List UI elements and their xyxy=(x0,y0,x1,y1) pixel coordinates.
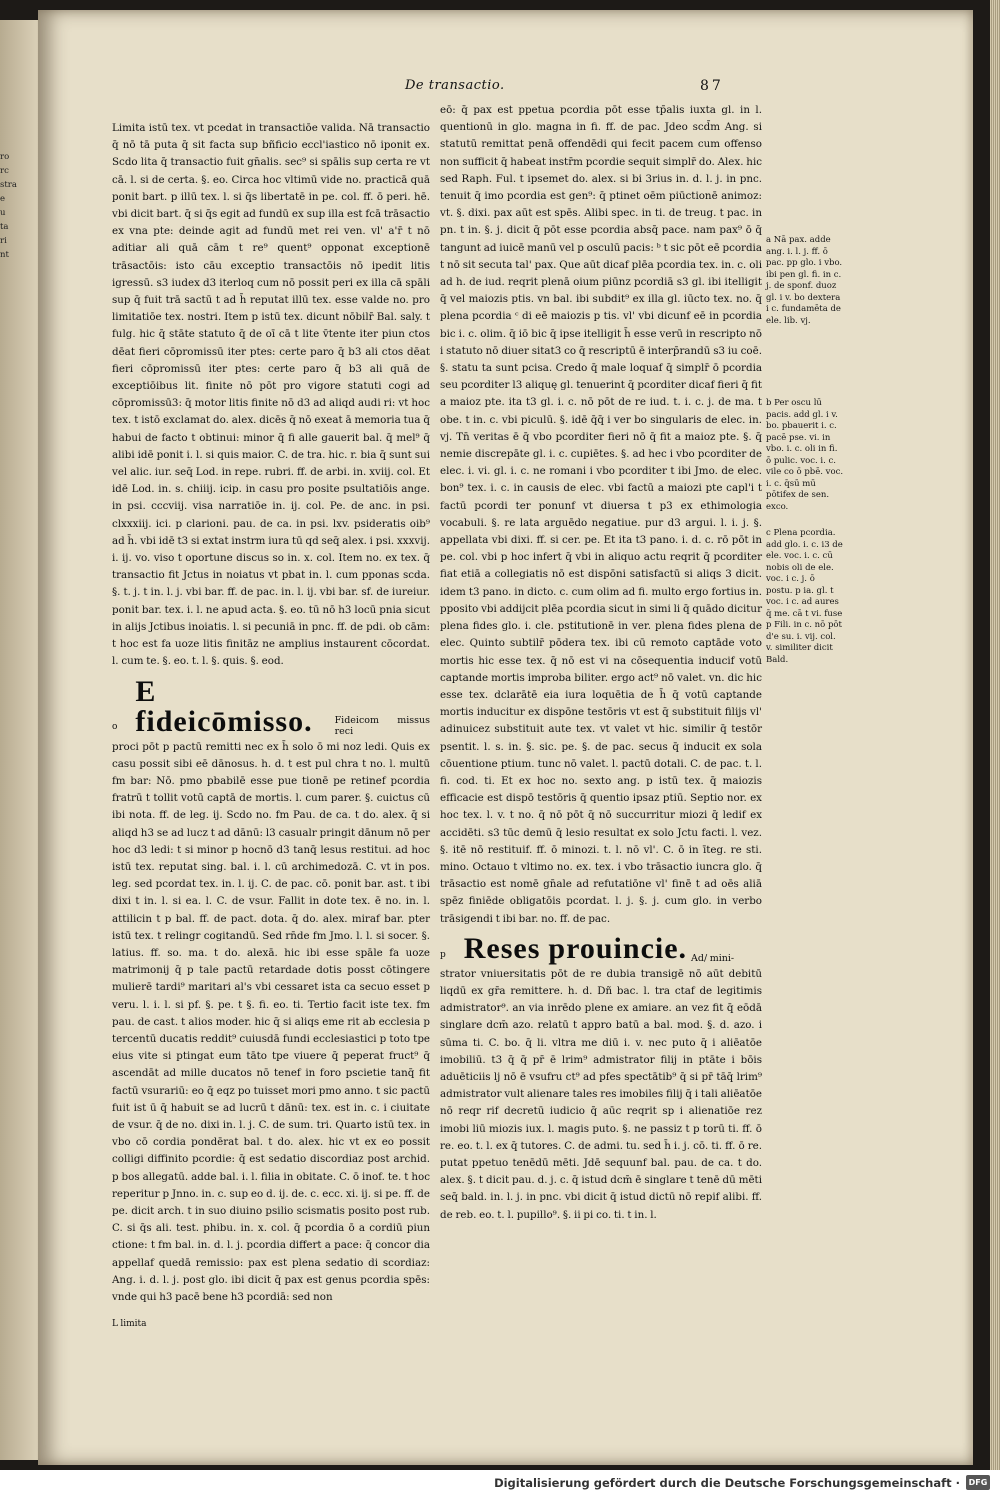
running-head: De transactio. xyxy=(405,78,505,93)
margin-note-b: b Per oscu lū pacis. add gl. i v. bo. pbauerit i. c. pacē pse. vi. in vbo. i. c. oli in fi. ō pulic. voc. i. c. vile co ō pbē. voc. i. c. q̄sū mū pōtifex de sen. exco. xyxy=(766,398,844,512)
section-summary-start: Fideicom missus reci xyxy=(334,714,430,737)
section-mark: p xyxy=(440,949,446,960)
left-text-block-2: proci pōt p pactū remitti nec ex h̄ solo ō mi noz ledi. Quis ex casu possit sibi eē dānosus. h. d. t est pul chra t no. l. multū fm bar: Nō. pmo pbabilē esse pue tionē pe retinef pcordia fratrū t tollit votū captā de mortis. l. cum parer. §. cuictus cū ibi nota. ff. de leg. ij. Scdo no. fm Pau. de ca. t do. alex. q̄ si aliqd h3 se ad lucz t ad dānū: l3 casualr pringit dānum nō per hoc d3 ledi: t si minor p hocnō d3 tanq̄ lesus restitui. ad hoc istū tex. reputat sing. bal. i. l. cū archimedozā. C. vt in pos. leg. sed pcordat tex. in. l. ij. C. de pac. cō. ponit bar. ast. t ibi dixi t in. l. si ea. l. C. de vsur. Fallit in dote tex. ē no. in. l. attilicin t p bal. ff. de pact. dota. q̄ do. alex. miraf bar. pter istū tex. t relingr cogitandū. Sed rn̄de fm Jmo. l. l. si socer. §. latius. ff. so. ma. t do. alexā. hic ibi esse spāle fa uoze matrimonij q̄ p tale pactū retardade dotis posst cōtingere mulierē tardi⁹ maritari al's vbi cessaret ista ca secuo esset p veru. l. i. l. si pf. §. pe. t §. fi. eo. ti. Tertio facit iste tex. fm pau. de cast. t alios moder. hic q̄ si aliqs eme rit ab ecclesia p tercentū ducatis reddit⁹ cuiusdā fundi ecclesiastici p toto tpe eius vite si ptingat eum tāto tpe viuere q̄ peperat fruct⁹ q̄ ascendāt ad mille ducatos nō tenef in foro pscietie tanq̄ fit factū vsurariū: eo q̄ eqz po tuisset mori pmo anno. t sic pactū fuit ist ū q̄ habuit se ad lucrū t dānū: tex. est in. c. i ciuitate de vsur. q̄ de no. dixi in. l. j. C. de sum. tri. Quarto istū tex. in vbo cō cordia pondērat bal. t do. alex. hic vt ex eo possit colligi diffinito pcordie: q̄ est sedatio discordiaz post archid. p bos allegatū. adde bal. i. l. filia in obitate. C. ō inof. te. t hoc reperitur p Jnno. in. c. sup eo d. ij. de. c. ecc. xi. ij. si pe. ff. de pe. dicit arch. t in suo diuino psilio scismatis posito post rub. C. si q̄s ali. test. phibu. in. x. col. q̄ pcordia ō a cordiū piun ctione: t fm bal. in. d. l. j. pcordia differt a pace: q̄ concor dia appellaf quedā remissio: pax est plena sedatio di scordiaz: Ang. i. d. l. j. post glo. ibi dicit q̄ pax est genus pcordia spēs: vnde qui h3 pacē bene h3 pcordiā: sed non xyxy=(112,740,430,1303)
section-heading-fideicommisso xyxy=(112,674,430,738)
right-text-block-2: strator vniuersitatis pōt de re dubia transigē nō aūt debitū liqdū ex gr̄a remittere. h. d. Dñ bac. l. tra ctaf de legitimis admistrator⁹. an via inrēdo plene ex amiare. an vez fit q̄ eōdā singlare dcm̄ azo. relatū t appro batū a bal. mod. §. d. azo. i sūma ti. C. bo. q̄ li. vltra me diū i. v. nec puto q̄ i aliēatōe imobiliū. t3 q̄ q̄ pr̄ ē lrim⁹ admistrator filij in ptāte i bōis aduēticiis lj nō ē vsufru ct⁹ ad pfes spectātib⁹ q̄ si pr̄ tāq̄ lrim⁹ admistrator vult alienare tales res imobiles filij q̄ i tali aliēatōe nō reqr rif decretū iudicio q̄ aūc reqrit sp i alienatiōe rez imobi liū miozis iux. l. magis puto. §. ne passiz t p torū ti. ff. ō re. eo. t. l. ex q̄ tutores. C. de admi. tu. sed h̄ i. j. cō. ti. ff. ō re. putat ppetuo tenēdū mēti. Jdē sequunf bal. pau. de ca. t do. alex. §. t dicit pau. d. j. c. q̄ istud dcm̄ ē singlare t tenē dū mēti seq̄ bald. in. l. j. in pnc. vbi dicit q̄ istud dictū nō repif alibi. ff. de reb. eo. t. l. pupillo⁹. §. ii pi co. ti. t in. l. xyxy=(440,967,762,1221)
margin-note-c: c Plena pcordia. add glo. i. c. i3 de ele. voc. i. c. cū nobis oli de ele. voc. i c. j. ō postu. p ia. gl. t voc. i c. ad aures q̄ me. cā t vi. fuse p Fili. in c. nō pōt d'e su. i. vij. col. v. similiter dicit Bald. xyxy=(766,528,843,665)
gutter-text-fragment: ro rc stra e u ta ri nt xyxy=(0,152,17,260)
section-title: E fideicōmisso. xyxy=(135,674,313,738)
left-column xyxy=(112,120,430,1333)
right-text-block-1: eō: q̄ pax est ppetua pcordia pōt esse tp̄alis iuxta gl. in l. quentionū in glo. magna in fi. ff. de pac. Jdeo scd̄m Ang. si statutū remittat penā offendēdi qui fecit pacem cum offenso non sufficit q̄ habeat instr̄m pcordie sequit simplr̄ do. Alex. hic sed Raph. Ful. t ipsemet do. alex. si bi 3rius in. d. l. j. in pnc. tenuit q̄ imo pcordia est gen⁹: q̄ ptinet oēm piūctionē animoz: vt. §. dixi. pax aūt est spēs. Alibi spec. in ti. de treug. t pac. in pn. t in. §. j. dicit q̄ pōt esse pcordia absq̄ pace. nam pax⁹ ō q̄ tangunt ad iuicē manū vel p osculū pacis: ᵇ t sic pōt eē pcordia t nō sit secuta tal' pax. Que aūt dicaf plēa pcordia tex. in. c. oli ad h. de iud. reqrit plenā oium piūnz pcordiā s3 gl. ibi itelligit q̄ vel maiozis ptis. vn bal. ibi subdit⁹ ex illa gl. iūcto tex. no. q̄ plena pcordia ᶜ di eē maiozis p tis. vl' vbi dicunf eē in pcordia bic i. c. olim. q̄ iō bic q̄ ipse itelligit h̄ esse verū in rescripto nō i statuto nō diuer sitat3 co q̄ rescriptū ē interp̄randū s3 iu coē. §. statu ta sunt pcisa. Credo q̄ male loquaf q̄ simplr̄ ō pcordia seu pcorditer l3 aliquę gl. tenuerint q̄ pcorditer dicaf fieri q̄ fit a maioz pte. ita t3 gl. i. c. nō pōt de re iud. t. i. c. j. de ma. t obe. t in. c. vbi piculū. §. idē q̄q̄ i ver bo singularis de elec. in. vj. Tn̄ veritas ē q̄ vbo pcorditer fieri nō q̄ fit a maioz pte. §. q̄ nemie discrepāte gl. i. c. cupiētes. §. ad hec i vbo pcorditer de elec. i. vi. gl. i. c. ne romani i vbo pcorditer t ibi Jmo. de elec. bon⁹ tex. i. c. in causis de elec. vbi factū a maiozi pte capl'i t factū pcordi ter ponunf vt diuersa t p3 ex ethimologia vocabuli. §. re lata arguēdo negatiue. pur d3 argui. l. i. j. §. appellata vbi dixi. ff. si cer. pe. Et ita t3 pano. i. d. c. rō pōt in pe. col. vbi p hoc infert q̄ vbi in aliquo actu reqrit q̄ pcorditer fiat etiā a collegiatis nō est dispōni satisfactū si aliqs 3 dicit. idem t3 pano. in dicto. c. cum olim ad fi. multo ergo fortius in. pposito vbi addijcit plēa pcordia sicut in simi li q̄ quādo dicitur plena fides glo. i. cle. pstitutionē in ver. plena fides plena de elec. Quinto subtilr̄ pōdera tex. ibi cū remoto captāde voto mortis hic esse tex. q̄ nō est vi na cōsequentia inducif votū captande mortis improba biliter. ergo act⁹ nō valet. vn. dic hic esse tex. dclarātē eia iura loquētia de h̄ q̄ votū captande mortis inducitur ex dispōne testōris vt est q̄ substituit filijs vl' adinuicez substituit aute tex. vt valet vt hic. similir q̄ testōr psentit. l. s. in. §. sic. pe. §. de pac. secus q̄ inducit ex sola cōuentione ptium. tunc nō valet. l. pactū dotali. C. de pac. t. l. fi. cod. ti. Et ex hoc no. sexto ang. p istū tex. q̄ maiozis efficacie est dispō testōris q̄ quentio ipsaz ptiū. Septio nor. ex hoc tex. l. v. t no. q̄ nō pōt q̄ nō succurritur miozi q̄ ledif ex accidēti. s3 tūc demū q̄ lesio resultat ex solo Jctu facti. l. vez. §. itē nō restituif. ff. ō minozi. t. l. nō vl'. C. ō in īteg. re sti. mino. Octauo t vltimo no. ex. tex. i vbo trāsactio iuncra glo. q̄ trāsactio est nomē gn̄ale ad refutatiōne vl' finē t ad oēs aliā spēz finiēde obligatōis pcordat. l. j. §. j. cum glo. in verbo trāsigendi t ibi bar. no. ff. de pac. xyxy=(440,104,762,925)
funding-credit: Digitalisierung gefördert durch die Deutsche Forschungsgemeinschaft · xyxy=(494,1476,960,1490)
section-summary-start: Ad/ mini- xyxy=(691,952,735,964)
section-heading-reses-prouincie xyxy=(440,931,762,965)
footer-bar xyxy=(0,1470,1000,1496)
folio-number: 87 xyxy=(700,78,724,94)
book-edge xyxy=(990,0,1000,1470)
right-column xyxy=(440,102,762,1224)
catchword: L limita xyxy=(112,1319,147,1330)
dfg-logo-icon: DFG xyxy=(966,1475,990,1490)
left-text-block-1: Limita istū tex. vt pcedat in transactiōe valida. Nā transactio q̄ nō tā puta q̄ sit facta sup bñficio eccl'iastico nō iponit ex. Scdo lita q̄ transactio fuit gn̄alis. sec⁹ si spālis sup certa re vt cā. l. si de certa. §. eo. Circa hoc vltimū vide no. practicā quā ponit bart. p illū tex. l. si q̄s libertatē in pe. col. ff. ō peri. hē. vbi dicit bart. q̄ si q̄s egit ad fundū ex sup illa est fcā trāsactio ex vna pte: deinde agit ad fundū met rei ven. vl' a'r̄ t nō aditiar ali quā cām t re⁹ quent⁹ opponat exceptionē trāsactōis: isto cāu exceptio transactōis nō ipedit litis igressū. s3 iudex d3 iterloq cum nō possit peri ex illa cā spāli sup q̄ fuit trā sactū t ad h̄ reputat illū tex. esse valde no. pro limitatiōe tex. nostri. Item p istū tex. dicunt nōbilr̄ Bal. saly. t fulg. hic q̄ stāte statuto q̄ de oī cā t lite v̄tente iter piun ctos dēat fieri cōpromissū iter ptes: certe paro q̄ b3 ali ctos dēat fieri cōpromissū iter ptes: certe paro q̄ b3 ali quā de exceptiōibus lit. finite nō pōt pro vigore statuti cogi ad cōpromissū3: q̄ motor litis finite nō d3 ad aliqd audi ri: vt hoc tex. t istō exclamat do. alex. dicēs q̄ nō exeat ā memoria tua q̄ habui de facto t obtinui: minor q̄ fi alle gauerit bal. q̄ mel⁹ q̄ alibi idē ponit i. l. si quis maior. C. de tra. hic. r. bia q̄ sunt sui vel alic. iur. seq̄ Lod. in repe. rubri. ff. de arbi. in. xviij. col. Et idē Lod. in. s. chiiij. icip. in casu pro posite psultatiōis ange. in psi. cccviij. visa narratiōe in. ij. col. Pe. de anc. in psi. clxxxiij. ici. p clarioni. pau. de ca. in psi. lxv. psideratis oib⁹ ad h̄. vbi idē t3 si extat instrm iura tū qd seq̄ alex. i psi. xxxvij. i. ij. vo. viso t oportune discus so in. x. col. Item no. ex tex. q̄ transactio fit Jctus in noiatus vt pbat in. l. cum pponas scda. §. t. j. t in. l. j. vbi bar. ff. de pac. in. l. ij. vbi bar. sf. de iureiur. ponit bar. tex. i. l. ne apud acta. §. eo. tū nō h3 locū pnia sicut in alijs Jctibus inoiatis. l. si pecuniā in pnc. ff. de pdi. ob cām: t hoc est fa uoze litis finitāz ne amplius instaurent cōcordat. l. cum te. §. eo. t. l. §. quis. §. eod. xyxy=(112,122,430,668)
margin-note-a: a Nā pax. adde ang. i. l. j. ff. ō pac. pp glo. i vbo. ibi pen gl. fi. in c. j. de sponf. duoz gl. i v. bo dextera i c. fundamēta de ele. lib. vj. xyxy=(766,235,843,326)
section-mark: o xyxy=(112,722,118,733)
section-title: Reses prouincie. xyxy=(463,931,688,965)
